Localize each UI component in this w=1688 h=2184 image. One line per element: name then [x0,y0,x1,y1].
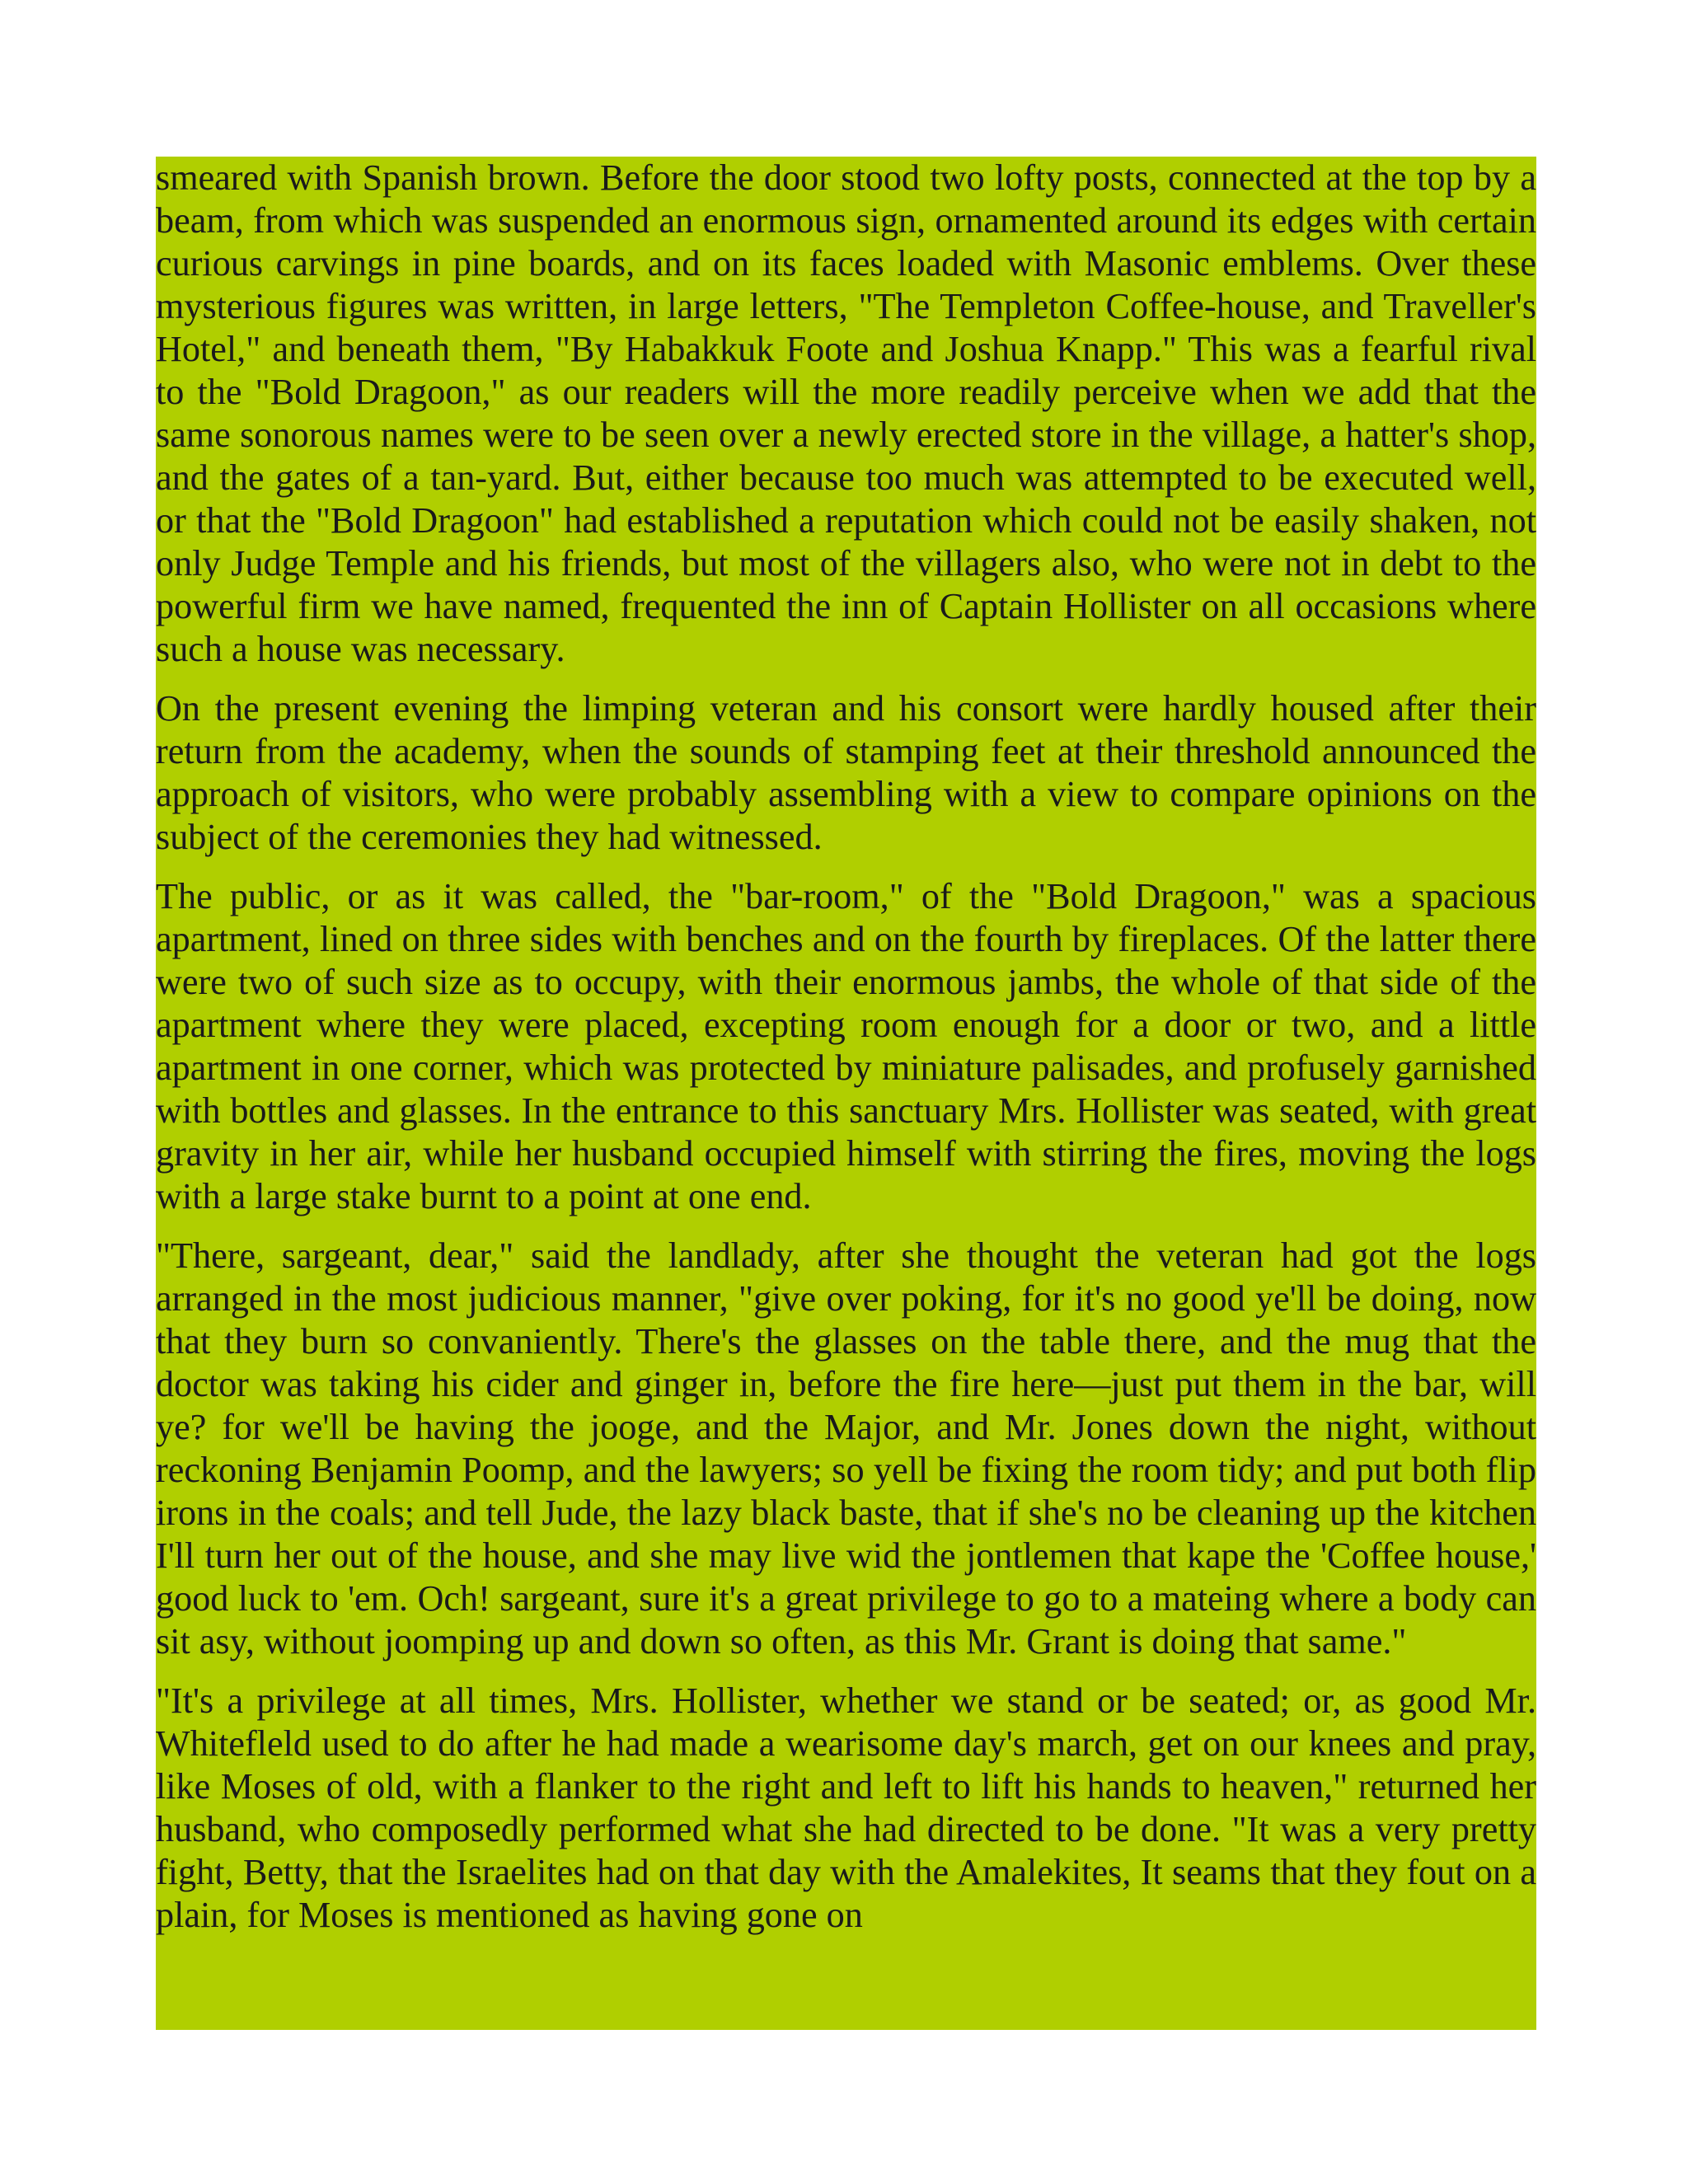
paragraph-4: "There, sargeant, dear," said the landlady, after she thought the veteran had got the logs arranged in the most judicious manner, "give over poking, for it's no good ye'll be doing, now that they burn so convaniently. There's the glasses on the table there, and the mug that the doctor was taking his cider and ginger in, before the fire here—just put them in the bar, will ye? for we'll be having the jooge, and the Major, and Mr. Jones down the night, without reckoning Benjamin Poomp, and the lawyers; so yell be fixing the room tidy; and put both flip irons in the coals; and tell Jude, the lazy black baste, that if she's no be cleaning up the kitchen I'll turn her out of the house, and she may live wid the jontlemen that kape the 'Coffee house,' good luck to 'em. Och! sargeant, sure it's a great privilege to go to a mateing where a body can sit asy, without joomping up and down so often, as this Mr. Grant is doing that same." [156,1235,1536,1661]
paragraph-2: On the present evening the limping veteran and his consort were hardly housed after their return from the academy, when the sounds of stamping feet at their threshold announced the approach of visitors, who were probably assembling with a view to compare opinions on the subject of the ceremonies they had witnessed. [156,688,1536,857]
text-block [156,157,1536,2030]
paragraph-1: smeared with Spanish brown. Before the door stood two lofty posts, connected at the top by a beam, from which was suspended an enormous sign, ornamented around its edges with certain curious carvings in pine boards, and on its faces loaded with Masonic emblems. Over these mysterious figures was written, in large letters, "The Templeton Coffee-house, and Traveller's Hotel," and beneath them, "By Habakkuk Foote and Joshua Knapp." This was a fearful rival to the "Bold Dragoon," as our readers will the more readily perceive when we add that the same sonorous names were to be seen over a newly erected store in the village, a hatter's shop, and the gates of a tan-yard. But, either because too much was attempted to be executed well, or that the "Bold Dragoon" had established a reputation which could not be easily shaken, not only Judge Temple and his friends, but most of the villagers also, who were not in debt to the powerful firm we have named, frequented the inn of Captain Hollister on all occasions where such a house was necessary. [156,157,1536,669]
paragraph-5: "It's a privilege at all times, Mrs. Hollister, whether we stand or be seated; or, as good Mr. Whitefleld used to do after he had made a wearisome day's march, get on our knees and pray, like Moses of old, with a flanker to the right and left to lift his hands to heaven," returned her husband, who composedly performed what she had directed to be done. "It was a very pretty fight, Betty, that the Israelites had on that day with the Amalekites, It seams that they fout on a plain, for Moses is mentioned as having gone on [156,1680,1536,1935]
paragraph-3: The public, or as it was called, the "bar-room," of the "Bold Dragoon," was a spacious apartment, lined on three sides with benches and on the fourth by fireplaces. Of the latter there were two of such size as to occupy, with their enormous jambs, the whole of that side of the apartment where they were placed, excepting room enough for a door or two, and a little apartment in one corner, which was protected by miniature palisades, and profusely garnished with bottles and glasses. In the entrance to this sanctuary Mrs. Hollister was seated, with great gravity in her air, while her husband occupied himself with stirring the fires, moving the logs with a large stake burnt to a point at one end. [156,876,1536,1216]
